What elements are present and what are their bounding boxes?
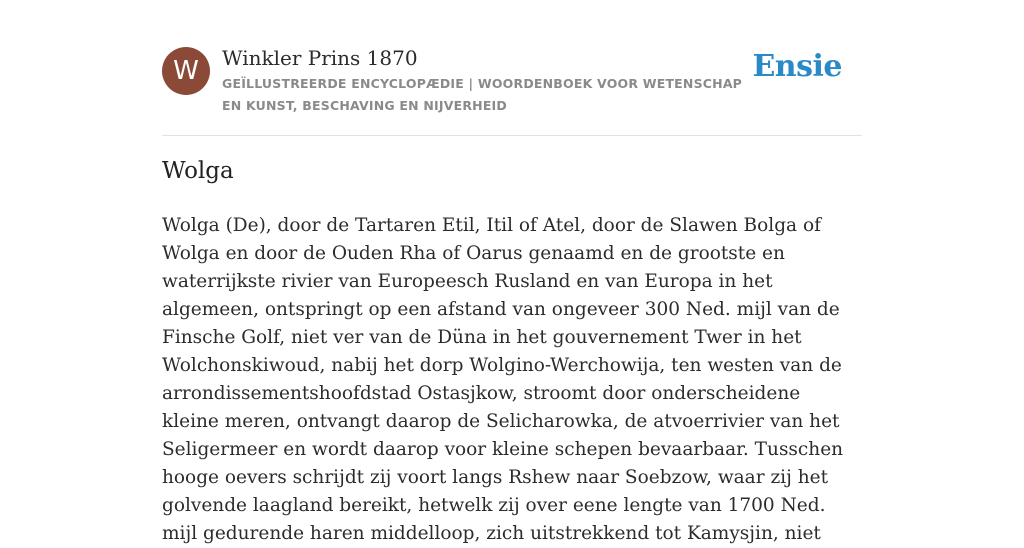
publication-avatar[interactable]: W xyxy=(162,47,210,95)
article-title: Wolga xyxy=(162,158,234,184)
ensie-logo[interactable]: Ensie xyxy=(752,49,842,84)
article-body: Wolga (De), door de Tartaren Etil, Itil of Atel, door de Slawen Bolga of Wolga en door de Ouden Rha of Oarus genaamd en de grootste en waterrijkste rivier van Europeesch Rusland en van Europa in het algemeen, ontspringt op een afstand van ongeveer 300 Ned. mijl van de Finsche Golf, niet ver van de Düna in het gouvernement Twer in het Wolchonskiwoud, nabij het dorp Wolgino-Werchowija, ten westen van de arrondissementshoofdstad Ostasjkow, stroomt door onderscheidene kleine meren, ontvangt daarop de Selicharowka, de atvoerrivier van het Seligermeer en wordt daarop voor kleine schepen bevaarbaar. Tusschen hooge oevers schrijdt zij voort langs Rshew naar Soebzow, waar zij het golvende laagland bereikt, hetwelk zij over eene lengte van 1700 Ned. mijl gedurende haren middelloop, zich uitstrekkend tot Kamysjin, niet xyxy=(162,215,844,544)
header-divider xyxy=(162,135,862,136)
publication-subtitle: GEÏLLUSTREERDE ENCYCLOPÆDIE | WOORDENBOEK VOOR WETENSCHAP EN KUNST, BESCHAVING EN NIJVERHEID xyxy=(222,76,743,113)
publication-title[interactable]: Winkler Prins 1870 xyxy=(222,46,418,70)
publication-header xyxy=(162,44,862,124)
